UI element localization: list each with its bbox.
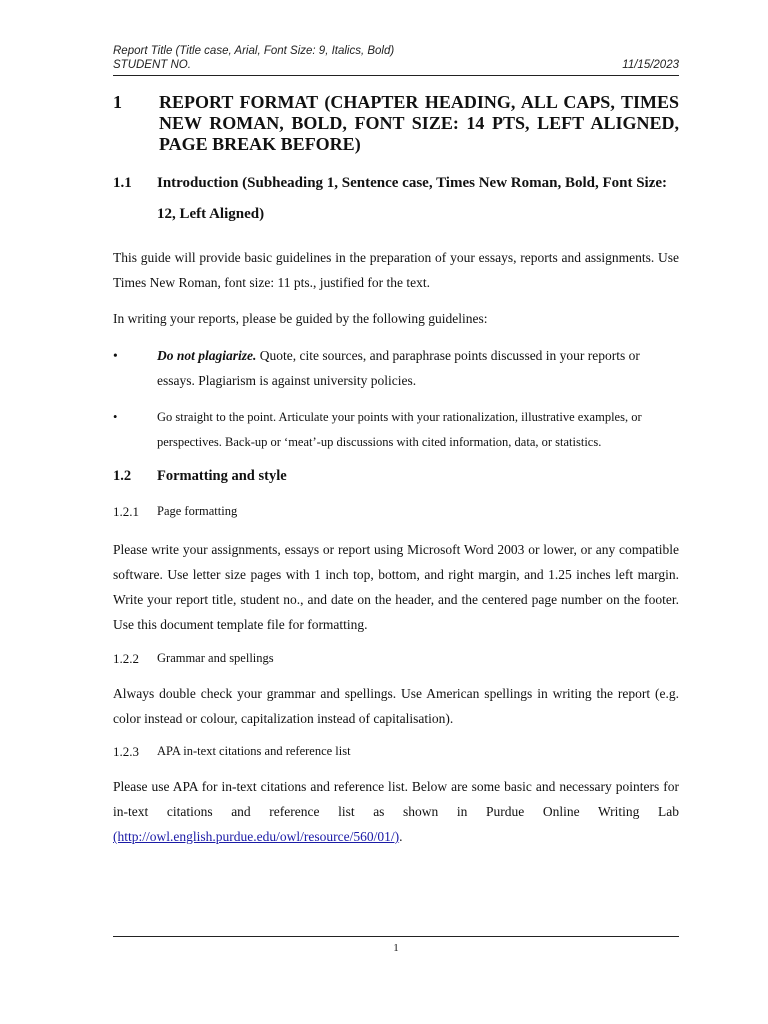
section-1-2-1-number: 1.2.1: [113, 504, 139, 519]
bullet-text: [157, 343, 679, 393]
chapter-heading: [113, 92, 679, 155]
bullet-text: Go straight to the point. Articulate your points with your rationalization, illustrative examples, or perspectives. Back-up or ‘meat’-up discussions with cited information, data, or statistics.: [157, 410, 642, 449]
section-1-2-1-title: Page formatting: [157, 504, 238, 518]
section-1-2-2-number: 1.2.2: [113, 651, 139, 666]
header-meta-row: [113, 59, 679, 71]
grammar-paragraph: Always double check your grammar and spellings. Use American spellings in writing the report (e.g. color instead or colour, capitalization instead of capitalisation).: [113, 686, 679, 726]
bullet-body: Quote, cite sources, and paraphrase points discussed in your reports or essays. Plagiarism is against university policies.: [157, 348, 640, 388]
header-date: 11/15/2023: [622, 59, 679, 71]
apa-text: Please use APA for in-text citations and reference list. Below are some basic and necessary pointers for in-text citations and reference list as shown in Purdue Online Writing Lab: [113, 779, 679, 819]
section-1-2-3-title: APA in-text citations and reference list: [157, 744, 351, 758]
apa-paragraph: [113, 774, 679, 849]
section-1-2-2-heading: [113, 651, 679, 667]
document-body: [113, 92, 679, 849]
section-1-1-number: 1.1: [113, 175, 132, 191]
section-1-2-3-heading: [113, 744, 679, 760]
header-report-title: Report Title (Title case, Arial, Font Size: 9, Italics, Bold): [113, 45, 395, 57]
intro-paragraph-2: In writing your reports, please be guided by the following guidelines:: [113, 311, 488, 326]
purdue-owl-link[interactable]: (http://owl.english.purdue.edu/owl/resource/560/01/): [113, 829, 400, 844]
bullet-item-straight-to-point: [113, 405, 679, 455]
section-1-2-2-title: Grammar and spellings: [157, 651, 274, 665]
section-1-2-3-number: 1.2.3: [113, 744, 139, 759]
section-1-2-number: 1.2: [113, 468, 132, 484]
section-1-2-title: Formatting and style: [157, 468, 287, 484]
section-1-1-title: Introduction (Subheading 1, Sentence case, Times New Roman, Bold, Font Size: 12, Left Aligned): [157, 175, 668, 222]
apa-period: .: [399, 829, 403, 844]
page-formatting-paragraph: Please write your assignments, essays or report using Microsoft Word 2003 or lower, or any compatible software. Use letter size pages with 1 inch top, bottom, and right margin, and 1.25 inches left margin. Write your report title, student no., and date on the header, and the centered page number on the footer. Use this document template file for formatting.: [113, 542, 679, 632]
page-number: 1: [393, 942, 399, 954]
bullet-item-plagiarism: [113, 343, 679, 393]
footer-divider: [113, 936, 679, 937]
intro-paragraph-1: This guide will provide basic guidelines in the preparation of your essays, reports and assignments. Use Times New Roman, font size: 11 pts., justified for the text.: [113, 250, 679, 290]
header-student-no: STUDENT NO.: [113, 59, 191, 71]
chapter-title: REPORT FORMAT (CHAPTER HEADING, ALL CAPS, TIMES NEW ROMAN, BOLD, FONT SIZE: 14 PTS, LEFT ALIGNED, PAGE BREAK BEFORE): [159, 92, 679, 154]
header-divider: [113, 75, 679, 76]
bullet-emphasis: Do not plagiarize.: [157, 348, 257, 363]
bullet-icon: •: [113, 410, 118, 424]
bullet-icon: •: [113, 348, 118, 363]
section-1-2-heading: [113, 468, 679, 485]
section-1-2-1-heading: [113, 504, 679, 520]
section-1-1-heading: [113, 168, 679, 230]
chapter-number: 1: [113, 92, 122, 112]
